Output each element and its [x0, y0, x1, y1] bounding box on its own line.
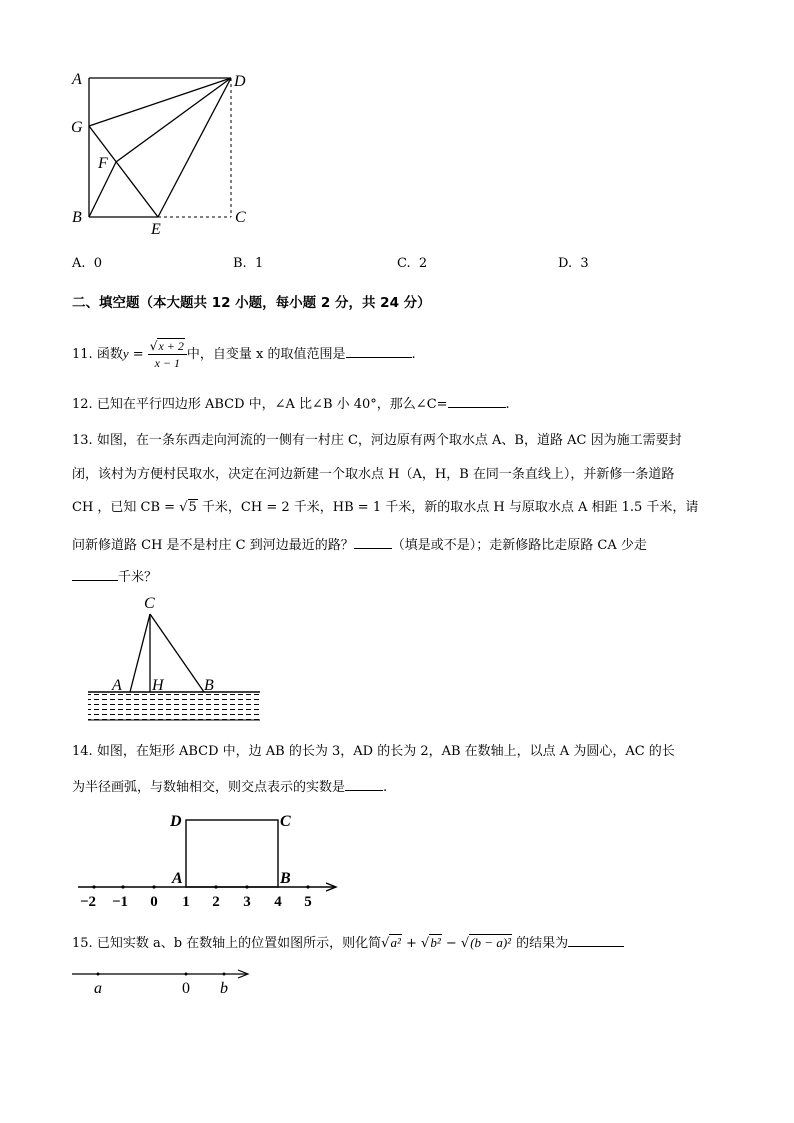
question-12 — [72, 393, 510, 415]
option-a[interactable] — [72, 256, 102, 271]
q13-line4a: 问新修道路 CH 是不是村庄 C 到河边最近的路？ — [72, 538, 354, 553]
option-value: 1 — [254, 256, 264, 271]
option-value: 3 — [580, 256, 589, 271]
q11-end: . — [411, 347, 416, 362]
option-letter: B. — [233, 256, 247, 271]
label-b: B — [280, 870, 291, 887]
option-b[interactable] — [233, 256, 263, 271]
q14-end: . — [383, 780, 388, 795]
label-zero: 0 — [182, 980, 190, 997]
tick-label: 5 — [304, 894, 312, 910]
section-heading: 二、填空题（本大题共 12 小题，每小题 2 分，共 24 分） — [72, 295, 431, 311]
q11-numerator: x + 2 — [158, 339, 184, 353]
tick-label: 1 — [182, 894, 190, 910]
q14-line1: 如图，在矩形 ABCD 中，边 AB 的长为 3，AD 的长为 2，AB 在数轴上，以点 A 为圆心，AC 的长 — [96, 744, 675, 759]
q13-line5: 千米？ — [118, 570, 158, 585]
q13-sqrt5: 5 — [188, 500, 197, 515]
label-g: G — [71, 119, 83, 136]
label-b: B — [72, 209, 82, 226]
question-13-line1 — [72, 431, 682, 451]
label-f: F — [98, 155, 108, 172]
q15-root-1: a² — [390, 935, 401, 950]
q15-root-3: (b − a)² — [470, 935, 512, 950]
label-e: E — [151, 221, 161, 238]
figure-number-line-rectangle — [72, 805, 347, 911]
q15-after: 的结果为 — [512, 936, 569, 951]
q11-denominator: x − 1 — [154, 356, 181, 370]
q13-line4b: （填是或不是）；走新修路比走原路 CA 少走 — [391, 538, 647, 553]
label-d: D — [170, 813, 182, 830]
q13-line3b: 千米，CH = 2 千米，HB = 1 千米，新的取水点 H 与原取水点 A 相距 1.5 千米，请 — [197, 500, 699, 515]
tick-label: −1 — [111, 894, 129, 910]
question-13-line2: 闭，该村为方便村民取水，决定在河边新建一个取水点 H（A，H，B 在同一条直线上），并新修一条道路 — [72, 467, 675, 482]
question-13-line3: CH ，已知 CB = √5 千米，CH = 2 千米，HB = 1 千米，新的取水点 H 与原取水点 A 相距 1.5 千米，请 — [72, 500, 699, 515]
q12-end: . — [505, 397, 510, 412]
question-number: 13. — [72, 433, 93, 448]
figure-square-abcd — [66, 66, 256, 238]
figure-river — [86, 592, 262, 724]
q15-plus: + — [401, 936, 422, 951]
q15-text: 已知实数 a、b 在数轴上的位置如图所示，则化简 — [96, 936, 382, 951]
q13-line3a: CH ，已知 CB = — [72, 500, 180, 515]
q15-answer-blank[interactable] — [568, 932, 624, 947]
option-letter: C. — [397, 256, 411, 271]
question-number: 11. — [72, 347, 93, 362]
q13-blank-2[interactable] — [72, 566, 118, 581]
tick-label: 4 — [274, 894, 282, 910]
q11-y: y — [122, 346, 129, 361]
tick-label: 3 — [243, 894, 251, 910]
q13-blank-1[interactable] — [354, 534, 392, 549]
label-d: D — [234, 73, 246, 90]
question-number: 14. — [72, 744, 93, 759]
q14-line2a: 为半径画弧，与数轴相交，则交点表示的实数是 — [72, 780, 346, 795]
question-number: 15. — [72, 936, 93, 951]
question-13-line5 — [72, 566, 157, 588]
q15-root-2: b² — [430, 935, 441, 950]
tick-label: −2 — [79, 894, 97, 910]
q12-answer-blank[interactable] — [448, 393, 506, 408]
label-h: H — [152, 677, 164, 694]
label-c: C — [144, 595, 155, 612]
option-letter: A. — [72, 256, 86, 271]
label-c: C — [280, 813, 291, 830]
option-c[interactable] — [397, 256, 427, 271]
label-b: b — [220, 980, 228, 997]
question-13-line4 — [72, 534, 647, 556]
q11-fraction: $\frac{√x + 2}{x - 1}$ — [148, 338, 187, 371]
question-number: 12. — [72, 397, 93, 412]
q13-line1: 如图，在一条东西走向河流的一侧有一村庄 C，河边原有两个取水点 A、B，道路 AC 因为施工需要封 — [96, 433, 682, 448]
q12-text: 已知在平行四边形 ABCD 中，∠A 比∠B 小 40°，那么∠C= — [96, 397, 448, 412]
option-value: 2 — [418, 256, 428, 271]
label-c: C — [235, 209, 246, 226]
label-a: A — [112, 677, 122, 694]
q11-prefix: 函数 — [96, 347, 123, 362]
tick-label: 2 — [212, 894, 220, 910]
question-11 — [72, 338, 416, 371]
q11-answer-blank[interactable] — [346, 343, 412, 358]
label-b: B — [204, 677, 214, 694]
q11-suffix: 中，自变量 x 的取值范围是 — [186, 347, 346, 362]
figure-number-line-ab — [66, 962, 256, 998]
q11-eq: = — [128, 347, 148, 362]
question-15: 15. 已知实数 a、b 在数轴上的位置如图所示，则化简√a² + √b² − √(b − a)² 的结果为 — [72, 932, 624, 954]
option-letter: D. — [558, 256, 573, 271]
q15-minus: − — [441, 936, 461, 951]
label-a: A — [172, 870, 183, 887]
option-value: 0 — [93, 256, 103, 271]
q14-answer-blank[interactable] — [345, 776, 383, 791]
question-14-line1 — [72, 742, 675, 762]
question-14-line2 — [72, 776, 387, 798]
label-a: A — [72, 71, 82, 88]
tick-label: 0 — [150, 894, 158, 910]
label-a: a — [94, 980, 102, 997]
option-d[interactable] — [558, 256, 589, 271]
